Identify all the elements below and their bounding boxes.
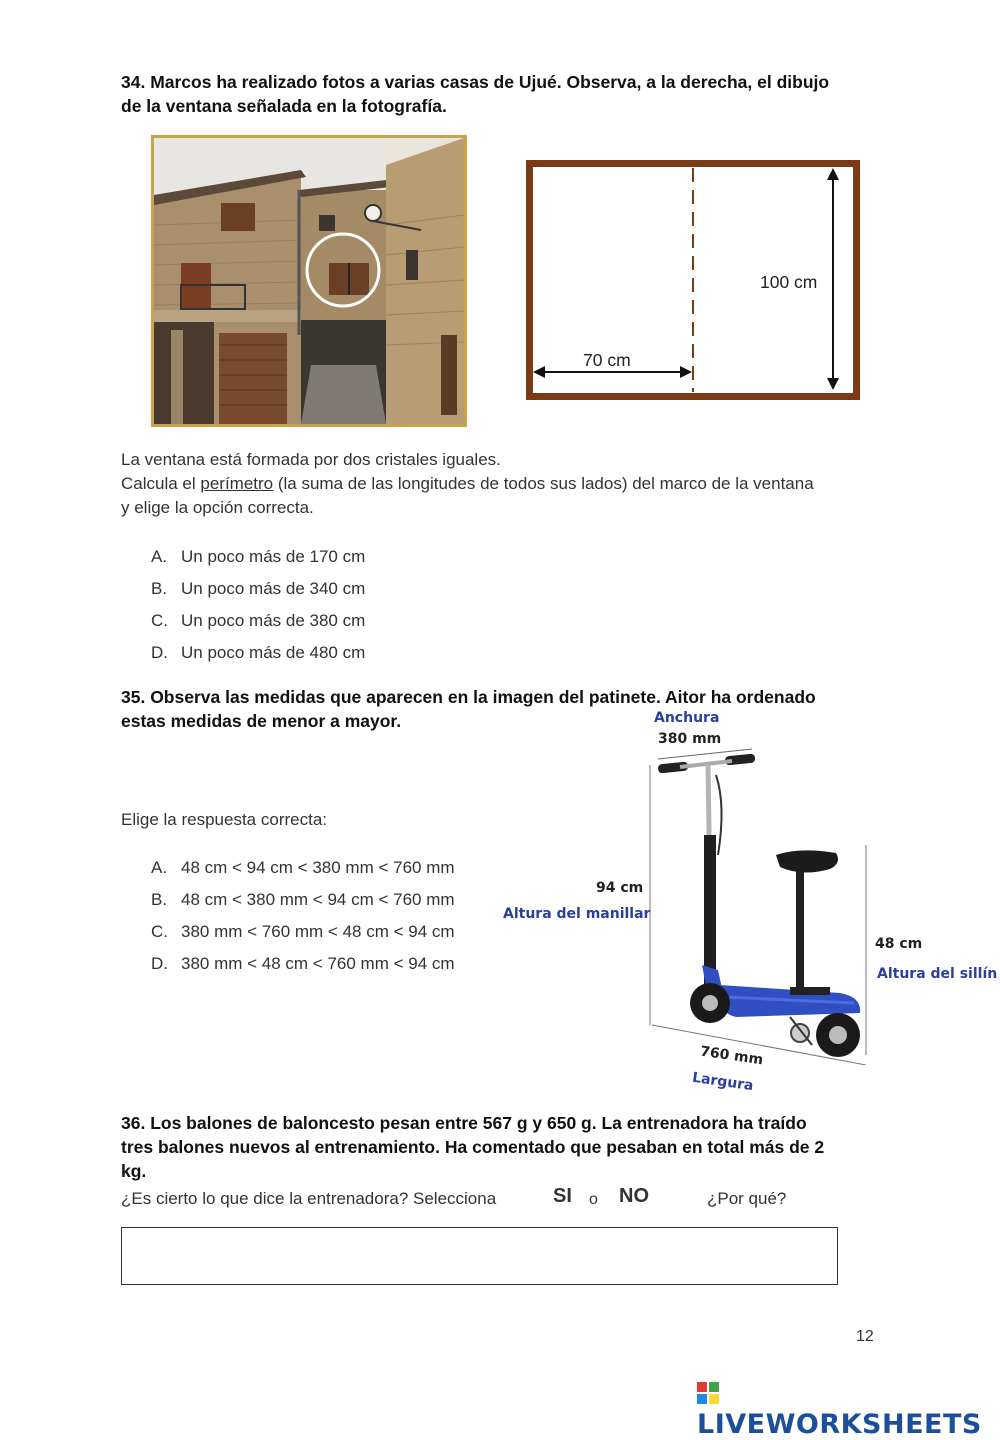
anchura-label: Anchura bbox=[654, 710, 720, 726]
q35-prompt: Elige la respuesta correcta: bbox=[121, 810, 327, 829]
page-number: 12 bbox=[856, 1328, 874, 1345]
largura-label: Largura bbox=[691, 1069, 755, 1095]
manillar-label: Altura del manillar bbox=[503, 906, 651, 922]
q34-title-line1: 34. Marcos ha realizado fotos a varias casas de Ujué. Observa, a la derecha, el dibujo bbox=[121, 72, 830, 92]
option-text: Un poco más de 380 cm bbox=[181, 611, 366, 630]
q35-option-c[interactable] bbox=[151, 920, 455, 944]
option-text: 48 cm < 380 mm < 94 cm < 760 mm bbox=[181, 890, 455, 909]
q34-text-line1: La ventana está formada por dos cristales iguales. bbox=[121, 450, 501, 469]
q35-option-d[interactable] bbox=[151, 952, 455, 976]
option-text: 380 mm < 48 cm < 760 mm < 94 cm bbox=[181, 954, 455, 973]
option-letter: D. bbox=[151, 954, 168, 973]
option-letter: C. bbox=[151, 922, 168, 941]
q34-title-line2: de la ventana señalada en la fotografía. bbox=[121, 96, 447, 116]
option-text: 48 cm < 94 cm < 380 mm < 760 mm bbox=[181, 858, 455, 877]
q34-text-line3: y elige la opción correcta. bbox=[121, 498, 314, 517]
option-text: Un poco más de 340 cm bbox=[181, 579, 366, 598]
q35-title-line1: 35. Observa las medidas que aparecen en la imagen del patinete. Aitor ha ordenado bbox=[121, 687, 816, 707]
q34-text-line2-after: (la suma de las longitudes de todos sus lados) del marco de la ventana bbox=[273, 474, 814, 493]
perimetro-term: perímetro bbox=[200, 474, 274, 493]
choice-yes[interactable]: SI bbox=[553, 1185, 572, 1207]
sillin-label: Altura del sillín bbox=[877, 966, 998, 982]
q35-option-a[interactable] bbox=[151, 856, 455, 880]
q34-text-line2-before: Calcula el bbox=[121, 474, 201, 493]
q35-title bbox=[121, 685, 877, 733]
height-label: 100 cm bbox=[760, 272, 818, 292]
option-letter: B. bbox=[151, 579, 168, 598]
liveworksheets-logo-icon bbox=[697, 1380, 719, 1402]
q36-question: ¿Es cierto lo que dice la entrenadora? Selecciona bbox=[121, 1189, 497, 1208]
option-text: 380 mm < 760 mm < 48 cm < 94 cm bbox=[181, 922, 455, 941]
width-label: 70 cm bbox=[583, 350, 631, 370]
option-letter: C. bbox=[151, 611, 168, 630]
q35-option-b[interactable] bbox=[151, 888, 455, 912]
manillar-value: 94 cm bbox=[596, 880, 644, 896]
scooter-image bbox=[640, 745, 880, 1065]
choice-no[interactable]: NO bbox=[619, 1185, 649, 1207]
brand-text: LIVEWORKSHEETS bbox=[697, 1409, 982, 1440]
window-diagram bbox=[526, 160, 860, 400]
sillin-value: 48 cm bbox=[875, 936, 923, 952]
option-text: Un poco más de 170 cm bbox=[181, 547, 366, 566]
answer-textbox[interactable] bbox=[121, 1227, 838, 1285]
largura-value: 760 mm bbox=[699, 1043, 765, 1069]
option-letter: A. bbox=[151, 547, 168, 566]
choice-or: o bbox=[589, 1191, 598, 1208]
option-letter: B. bbox=[151, 890, 168, 909]
option-text: Un poco más de 480 cm bbox=[181, 643, 366, 662]
q36-title-line2: tres balones nuevos al entrenamiento. Ha comentado que pesaban en total más de 2 bbox=[121, 1137, 825, 1157]
anchura-value: 380 mm bbox=[658, 731, 722, 747]
house-photo bbox=[151, 135, 467, 427]
q36-title-line1: 36. Los balones de baloncesto pesan entre 567 g y 650 g. La entrenadora ha traído bbox=[121, 1113, 807, 1133]
option-letter: D. bbox=[151, 643, 168, 662]
why-label: ¿Por qué? bbox=[707, 1189, 787, 1208]
q34-option-b[interactable] bbox=[151, 577, 365, 601]
q34-option-d[interactable] bbox=[151, 641, 365, 665]
q36-title-line3: kg. bbox=[121, 1161, 147, 1181]
q34-option-a[interactable] bbox=[151, 545, 365, 569]
q36-title bbox=[121, 1111, 877, 1183]
q34-title bbox=[121, 70, 877, 118]
q35-title-line2: estas medidas de menor a mayor. bbox=[121, 711, 402, 731]
q34-statement bbox=[121, 448, 814, 520]
q34-option-c[interactable] bbox=[151, 609, 365, 633]
option-letter: A. bbox=[151, 858, 168, 877]
liveworksheets-logo bbox=[697, 1378, 1000, 1440]
